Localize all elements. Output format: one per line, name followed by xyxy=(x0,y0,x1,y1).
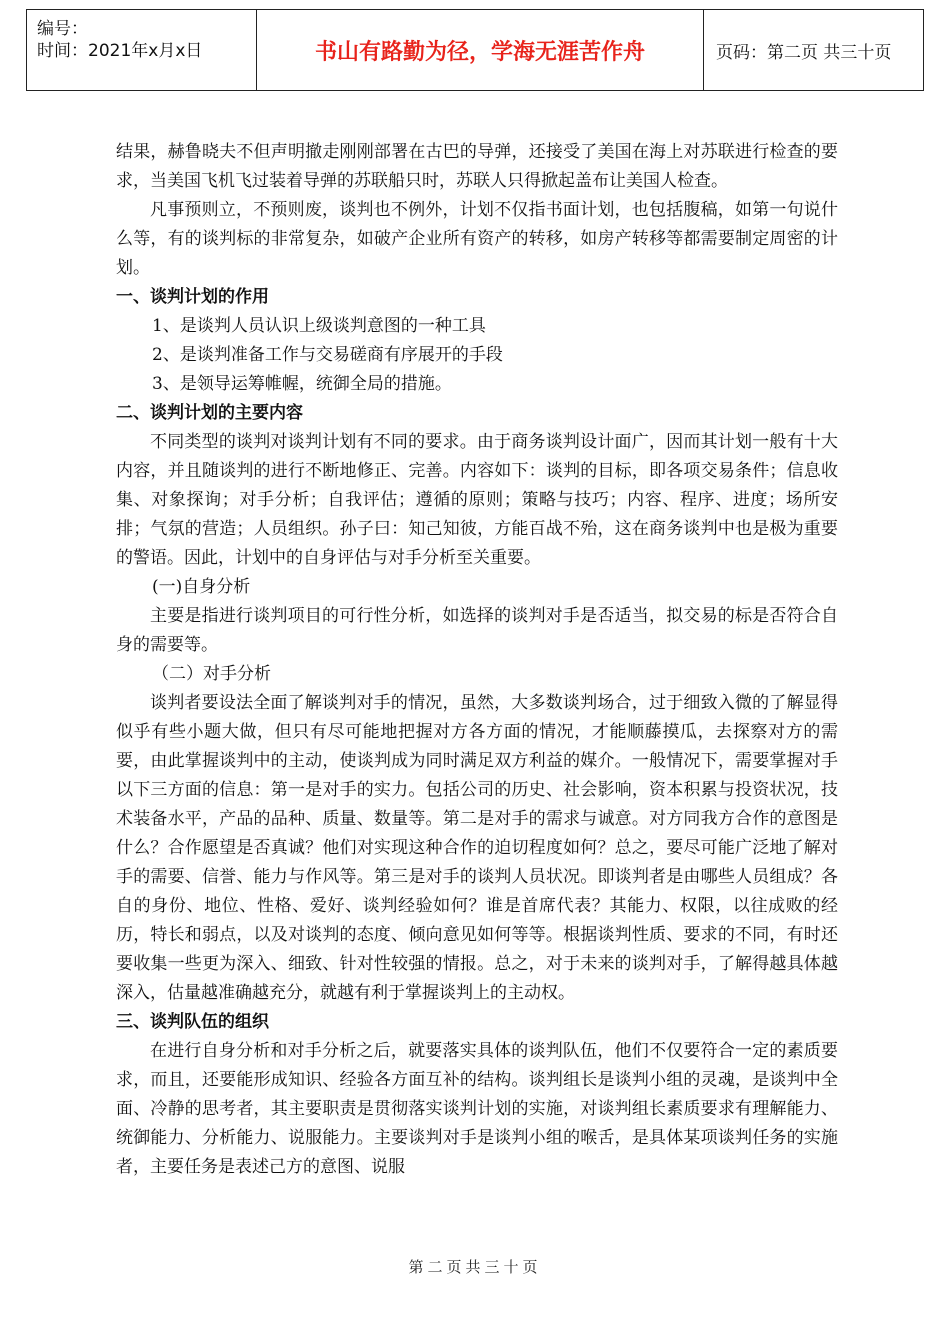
paragraph: 在进行自身分析和对手分析之后，就要落实具体的谈判队伍，他们不仅要符合一定的素质要求，而且，还要能形成知识、经验各方面互补的结构。谈判组长是谈判小组的灵魂，是谈判中全面、冷静的思考者，其主要职责是贯彻落实谈判计划的实施，对谈判组长素质要求有理解能力、统御能力、分析能力、说服能力。主要谈判对手是谈判小组的喉舌，是具体某项谈判任务的实施者，主要任务是表述己方的意图、说服 xyxy=(116,1041,838,1177)
section-heading: 二、谈判计划的主要内容 xyxy=(116,403,303,423)
paragraph: 结果，赫鲁晓夫不但声明撤走刚刚部署在古巴的导弹，还接受了美国在海上对苏联进行检查的要求，当美国飞机飞过装着导弹的苏联船只时，苏联人只得掀起盖布让美国人检查。 xyxy=(116,142,838,191)
header-meta xyxy=(27,10,257,90)
header-page-info: 页码：第二页 共三十页 xyxy=(716,42,892,63)
list-item: 1、是谈判人员认识上级谈判意图的一种工具 xyxy=(152,316,486,336)
list-item: 2、是谈判准备工作与交易磋商有序展开的手段 xyxy=(152,345,503,365)
header-motto: 书山有路勤为径，学海无涯苦作舟 xyxy=(257,10,704,90)
document-time: 时间：2021年x月x日 xyxy=(37,41,203,61)
document-body xyxy=(116,138,838,1182)
subsection-heading: （二）对手分析 xyxy=(152,664,271,684)
document-number-label: 编号： xyxy=(37,19,88,39)
section-heading: 一、谈判计划的作用 xyxy=(116,287,269,307)
section-heading: 三、谈判队伍的组织 xyxy=(116,1012,269,1032)
page-footer: 第二页共三十页 xyxy=(408,1258,542,1276)
paragraph: 谈判者要设法全面了解谈判对手的情况，虽然，大多数谈判场合，过于细致入微的了解显得似乎有些小题大做，但只有尽可能地把握对方各方面的情况，才能顺藤摸瓜，去探察对方的需要，由此掌握谈判中的主动，使谈判成为同时满足双方利益的媒介。一般情况下，需要掌握对手以下三方面的信息：第一是对手的实力。包括公司的历史、社会影响，资本积累与投资状况，技术装备水平，产品的品种、质量、数量等。第二是对手的需求与诚意。对方同我方合作的意图是什么？合作愿望是否真诚？他们对实现这种合作的迫切程度如何？总之，要尽可能广泛地了解对手的需要、信誉、能力与作风等。第三是对手的谈判人员状况。即谈判者是由哪些人员组成？各自的身份、地位、性格、爱好、谈判经验如何？谁是首席代表？其能力、权限，以往成败的经历，特长和弱点，以及对谈判的态度、倾向意见如何等等。根据谈判性质、要求的不同，有时还要收集一些更为深入、细致、针对性较强的情报。总之，对于未来的谈判对手，了解得越具体越深入，估量越准确越充分，就越有利于掌握谈判上的主动权。 xyxy=(116,693,838,1003)
paragraph: 不同类型的谈判对谈判计划有不同的要求。由于商务谈判设计面广，因而其计划一般有十大内容，并且随谈判的进行不断地修正、完善。内容如下：谈判的目标，即各项交易条件；信息收集、对象探询；对手分析；自我评估；遵循的原则；策略与技巧；内容、程序、进度；场所安排；气氛的营造；人员组织。孙子曰：知己知彼，方能百战不殆，这在商务谈判中也是极为重要的警语。因此，计划中的自身评估与对手分析至关重要。 xyxy=(116,432,838,568)
paragraph: 主要是指进行谈判项目的可行性分析，如选择的谈判对手是否适当，拟交易的标是否符合自身的需要等。 xyxy=(116,606,838,655)
subsection-heading: (一)自身分析 xyxy=(152,577,251,597)
paragraph: 凡事预则立，不预则废，谈判也不例外，计划不仅指书面计划，也包括腹稿，如第一句说什么等，有的谈判标的非常复杂，如破产企业所有资产的转移，如房产转移等都需要制定周密的计划。 xyxy=(116,200,838,278)
page-header xyxy=(26,9,924,91)
list-item: 3、是领导运筹帷幄，统御全局的措施。 xyxy=(152,374,452,394)
